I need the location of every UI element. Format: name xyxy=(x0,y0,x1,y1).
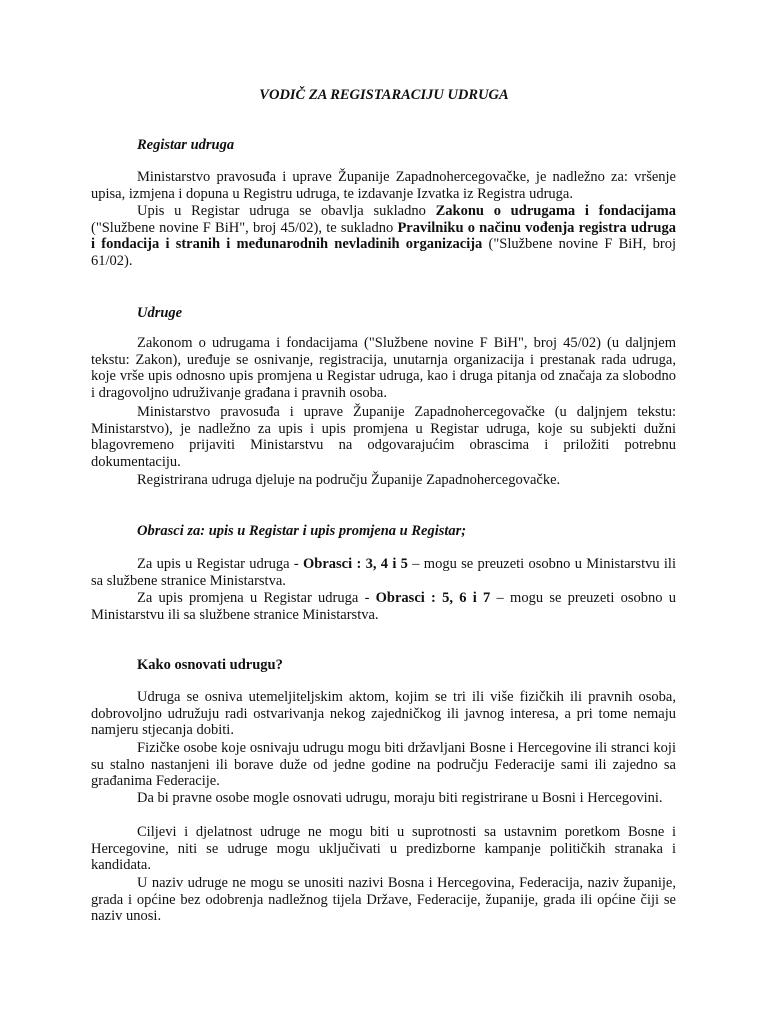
text-run: Upis u Registar udruga se obavlja sukladno xyxy=(137,203,436,219)
text-run: ("Službene novine F BiH, broj 61/02). xyxy=(91,236,676,270)
heading-udruge: Udruge xyxy=(137,305,183,321)
paragraph-kako-3: Da bi pravne osobe mogle osnovati udrugu, moraju biti registrirane u Bosni i Hercegovini. xyxy=(137,790,663,806)
text-run: – mogu se preuzeti osobno u Ministarstvu ili sa službene stranice Ministarstva. xyxy=(91,590,677,623)
paragraph-udruge-3: Registrirana udruga djeluje na području Županije Zapadnohercegovačke. xyxy=(137,472,561,488)
paragraph-kako-1: Udruga se osniva utemeljiteljskim aktom, kojim se tri ili više fizičkih ili pravnih osoba, dobrovoljno udružuju radi ostvarivanja nekog zajedničkog ili javnog interesa, a pri tome nemaju namjeru stjecanja dobiti. xyxy=(91,689,676,739)
paragraph-udruge-2: Ministarstvo pravosuđa i uprave Županije Zapadnohercegovačke (u daljnjem tekstu: Ministarstvo), je nadležno za upis i upis promjena u Registar udruga, koje su subjekti dužni blagovremeno prijaviti Ministarstvu na odgovarajućim obrascima i priložiti potrebnu dokumentaciju. xyxy=(91,404,676,471)
regulation-reference-bold: Pravilniku o načinu vođenja registra udruga i fondacija i stranih i međunarodnih nevladinih organizacija xyxy=(91,219,676,253)
paragraph-obrasci-1 xyxy=(91,556,676,589)
paragraph-registar-1: Ministarstvo pravosuđa i uprave Županije Zapadnohercegovačke, je nadležno za: vršenje upisa, izmjena i dopuna u Registru udruga, te izdavanje Izvatka iz Registra udruga. xyxy=(91,169,676,202)
paragraph-udruge-1: Zakonom o udrugama i fondacijama ("Službene novine F BiH", broj 45/02) (u daljnjem tekstu: Zakon), uređuje se osnivanje, registracija, unutarnja organizacija i prestanak rada udruga, koje vrše upis odnosno upis promjena u Registar udruga, kao i druga pitanja od značaja za slobodno i dragovoljno udruživanje građana i pravnih osoba. xyxy=(91,335,676,402)
forms-reference-bold: Obrasci : 5, 6 i 7 xyxy=(375,590,491,606)
paragraph-obrasci-2 xyxy=(91,590,676,623)
text-run: Za upis u Registar udruga - xyxy=(137,556,303,572)
paragraph-registar-2 xyxy=(91,203,676,270)
law-reference-bold: Zakonu o udrugama i fondacijama xyxy=(435,203,676,219)
text-run: – mogu se preuzeti osobno u Ministarstvu ili sa službene stranice Ministarstva. xyxy=(91,556,676,589)
document-title: VODIČ ZA REGISTARACIJU UDRUGA xyxy=(259,87,509,103)
forms-reference-bold: Obrasci : 3, 4 i 5 xyxy=(303,556,408,572)
text-run: ("Službene novine F BiH", broj 45/02), te sukladno xyxy=(91,219,398,236)
heading-kako-osnovati: Kako osnovati udrugu? xyxy=(137,657,283,673)
paragraph-kako-2: Fizičke osobe koje osnivaju udrugu mogu biti državljani Bosne i Hercegovine ili stranci koji su stalno nastanjeni ili borave duže od jedne godine na području Federacije sami ili zajedno sa građanima Federacije. xyxy=(91,740,676,790)
paragraph-kako-5: U naziv udruge ne mogu se unositi nazivi Bosna i Hercegovina, Federacija, naziv županije, grada i općine bez odobrenja nadležnog tijela Države, Federacije, županije, grada ili općine čiji se naziv unosi. xyxy=(91,875,676,925)
text-run: Za upis promjena u Registar udruga - xyxy=(137,590,376,606)
paragraph-kako-4: Ciljevi i djelatnost udruge ne mogu biti u suprotnosti sa ustavnim poretkom Bosne i Hercegovine, niti se udruge mogu uključivati u predizborne kampanje političkih stranaka i kandidata. xyxy=(91,824,676,874)
heading-registar-udruga: Registar udruga xyxy=(137,137,235,153)
heading-obrasci: Obrasci za: upis u Registar i upis promjena u Registar; xyxy=(137,523,467,539)
